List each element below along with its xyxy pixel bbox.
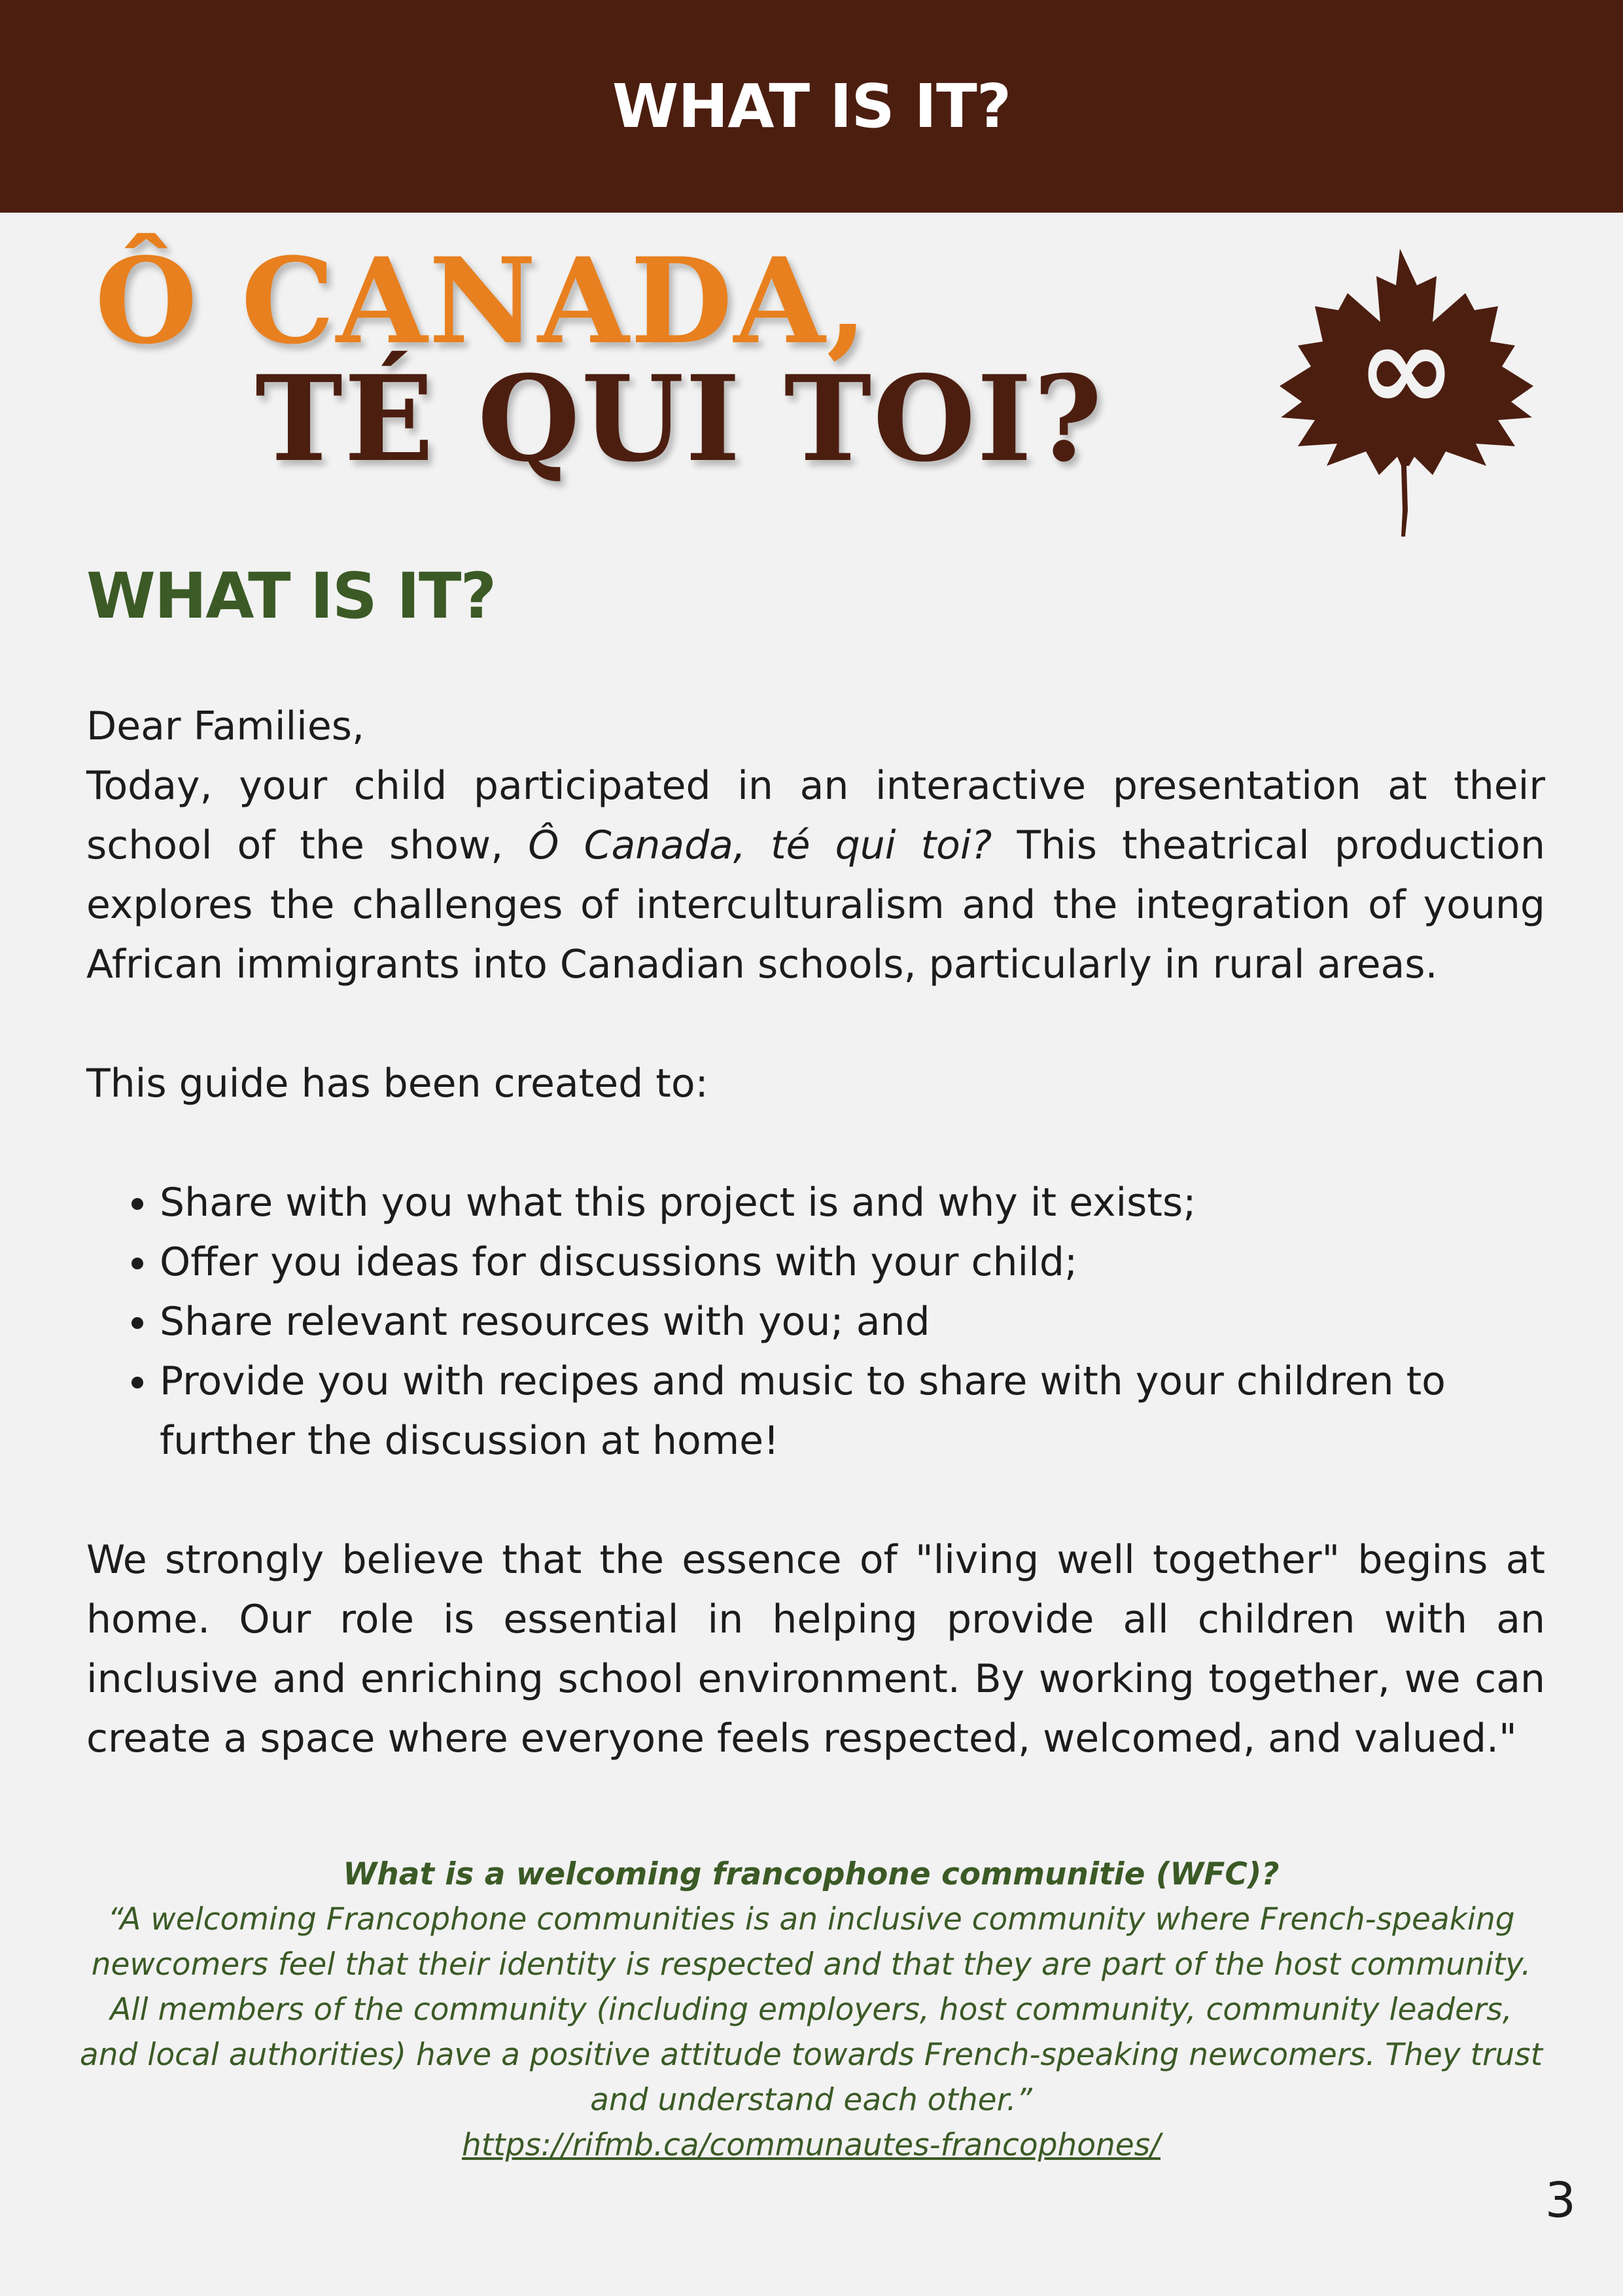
- show-title: Ô Canada, té qui toi?: [528, 822, 992, 868]
- svg-text:∞: ∞: [1357, 300, 1456, 437]
- guide-list: [86, 1173, 1545, 1471]
- header-title: WHAT IS IT?: [612, 71, 1011, 141]
- header-bar: [0, 0, 1623, 213]
- page-number: 3: [1544, 2172, 1576, 2229]
- callout-quote-2: All members of the community (including employers, host community, community leaders, and local authorities) have a positive attitude towards French-speaking newcomers. They trust and understand each other.”: [79, 1992, 1543, 2118]
- source-link[interactable]: https://rifmb.ca/communautes-francophones/: [461, 2127, 1161, 2163]
- logo-title-line1: Ô CANADA,: [95, 232, 869, 370]
- logo-title-line2: TÉ QUI TOI?: [255, 350, 1104, 488]
- list-item: • Offer you ideas for discussions with your child;: [160, 1233, 1545, 1292]
- intro-paragraph: [86, 756, 1545, 995]
- closing-paragraph: We strongly believe that the essence of "living well together" begins at home. Our role is essential in helping provide all children with an inclusive and enriching school environment. By working together, we can create a space where everyone feels respected, welcomed, and valued.": [86, 1537, 1545, 1761]
- letter-body: [86, 697, 1545, 1769]
- intro-text-end: This theatrical production explores the challenges of interculturalism and the integration of young African immigrants into Canadian schools, particularly in rural areas.: [86, 822, 1546, 987]
- intro-text-start: Today, your child participated in an interactive presentation at their school of the show,: [86, 763, 1545, 868]
- guide-intro: This guide has been created to:: [86, 1061, 708, 1106]
- callout-question: What is a welcoming francophone communitie (WFC)?: [343, 1856, 1280, 1892]
- wfc-callout: [79, 1852, 1544, 2168]
- section-title: WHAT IS IT?: [86, 559, 496, 633]
- list-item: • Share with you what this project is and why it exists;: [160, 1173, 1545, 1233]
- list-item: • Provide you with recipes and music to share with your children to further the discussion at home!: [160, 1352, 1545, 1471]
- list-item: • Share relevant resources with you; and: [160, 1292, 1545, 1352]
- greeting: Dear Families,: [86, 703, 365, 749]
- maple-leaf-infinity-icon: [1269, 249, 1544, 537]
- callout-quote-1: “A welcoming Francophone communities is an inclusive community where French-speaking newcomers feel that their identity is respected and that they are part of the host community.: [91, 1901, 1531, 1983]
